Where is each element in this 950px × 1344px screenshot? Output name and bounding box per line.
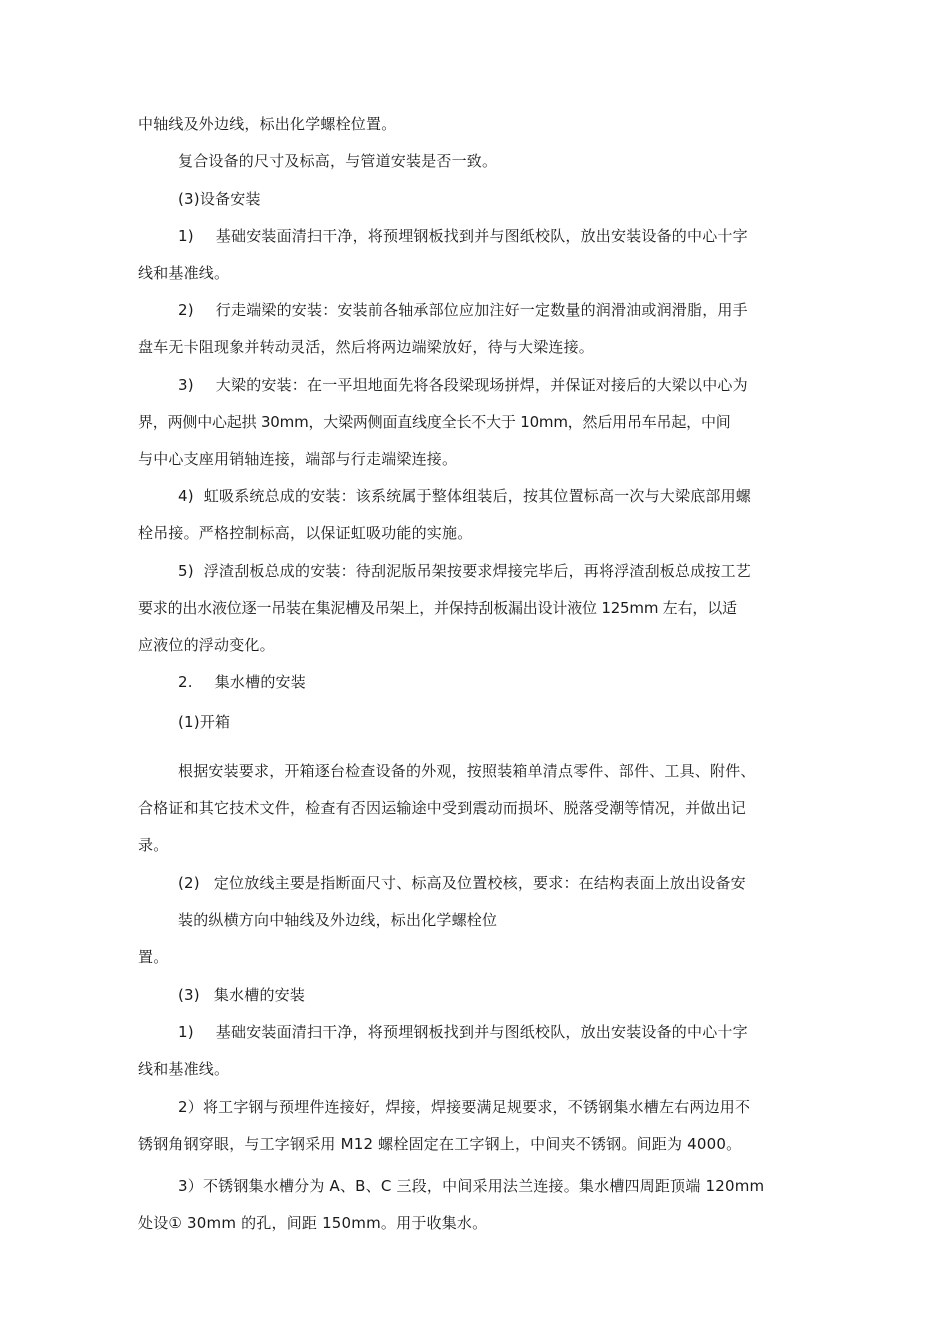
paragraph-line: 应液位的浮动变化。 — [138, 636, 275, 654]
item-text: 将工字钢与预埋件连接好，焊接，焊接要满足规要求，不锈钢集水槽左右两边用不 — [202, 1098, 751, 1116]
item-text: 虹吸系统总成的安装：该系统属于整体组装后，按其位置标高一次与大梁底部用螺 — [203, 487, 752, 505]
item-number: (2) — [178, 874, 200, 892]
paragraph-line: 根据安装要求，开箱逐台检查设备的外观，按照装箱单清点零件、部件、工具、附件、 — [178, 762, 756, 780]
list-item — [178, 300, 748, 320]
paragraph-line: 锈钢角钢穿眼，与工字钢采用 M12 螺栓固定在工字钢上，中间夹不锈钢。间距为 4000。 — [138, 1135, 742, 1153]
paragraph-line: 界，两侧中心起拱 30mm，大梁两侧面直线度全长不大于 10mm，然后用吊车吊起，中间 — [138, 413, 731, 431]
item-number: 1) — [178, 227, 194, 245]
paragraph-line: 处设① 30mm 的孔，间距 150mm。用于收集水。 — [138, 1214, 488, 1232]
item-text: 集水槽的安装 — [214, 673, 306, 691]
item-number: 2) — [178, 301, 194, 319]
paragraph-line: 合格证和其它技术文件，检查有否因运输途中受到震动而损坏、脱落受潮等情况，并做出记 — [138, 799, 747, 817]
paragraph-line: 录。 — [138, 836, 169, 854]
list-item — [178, 375, 748, 395]
list-item — [178, 1176, 764, 1196]
paragraph-line: 线和基准线。 — [138, 1060, 230, 1078]
list-item — [178, 561, 751, 581]
section-heading: (3)设备安装 — [178, 190, 261, 208]
section-heading — [178, 672, 306, 692]
paragraph-line: 装的纵横方向中轴线及外边线，标出化学螺栓位 — [178, 911, 498, 929]
paragraph-line: 栓吊接。严格控制标高，以保证虹吸功能的实施。 — [138, 524, 473, 542]
item-text: 基础安装面清扫干净，将预埋钢板找到并与图纸校队，放出安装设备的中心十字 — [215, 227, 748, 245]
paragraph-line: 要求的出水液位逐一吊装在集泥槽及吊架上，并保持刮板漏出设计液位 125mm 左右，以适 — [138, 599, 737, 617]
list-item — [178, 1097, 750, 1117]
paragraph-line: 置。 — [138, 948, 169, 966]
paragraph-line: 线和基准线。 — [138, 264, 230, 282]
item-number: 2） — [178, 1098, 203, 1116]
item-text: 大梁的安装：在一平坦地面先将各段梁现场拼焊，并保证对接后的大梁以中心为 — [215, 376, 748, 394]
item-text: 基础安装面清扫干净，将预埋钢板找到并与图纸校队，放出安装设备的中心十字 — [215, 1023, 748, 1041]
list-item — [178, 486, 751, 506]
section-heading — [178, 985, 305, 1005]
item-number: 3) — [178, 376, 194, 394]
item-text: 定位放线主要是指断面尺寸、标高及位置校核，要求：在结构表面上放出设备安 — [213, 874, 746, 892]
item-text: 集水槽的安装 — [213, 986, 306, 1004]
paragraph-line: 复合设备的尺寸及标高，与管道安装是否一致。 — [178, 152, 498, 170]
paragraph-line: 盘车无卡阻现象并转动灵活，然后将两边端梁放好，待与大梁连接。 — [138, 338, 595, 356]
item-text: 浮渣刮板总成的安装：待刮泥版吊架按要求焊接完毕后，再将浮渣刮板总成按工艺 — [203, 562, 752, 580]
item-text: 不锈钢集水槽分为 A、B、C 三段，中间采用法兰连接。集水槽四周距顶端 120mm — [202, 1177, 765, 1195]
list-item — [178, 873, 746, 893]
section-heading: (1)开箱 — [178, 713, 231, 731]
list-item — [178, 226, 748, 246]
list-item — [178, 1022, 748, 1042]
paragraph-line: 中轴线及外边线，标出化学螺栓位置。 — [138, 115, 397, 133]
item-number: 5) — [178, 562, 194, 580]
item-number: 1) — [178, 1023, 194, 1041]
item-number: 4) — [178, 487, 194, 505]
paragraph-line: 与中心支座用销轴连接，端部与行走端梁连接。 — [138, 450, 458, 468]
item-text: 行走端梁的安装：安装前各轴承部位应加注好一定数量的润滑油或润滑脂，用手 — [215, 301, 748, 319]
item-number: 2. — [178, 673, 193, 691]
item-number: (3) — [178, 986, 200, 1004]
item-number: 3） — [178, 1177, 203, 1195]
